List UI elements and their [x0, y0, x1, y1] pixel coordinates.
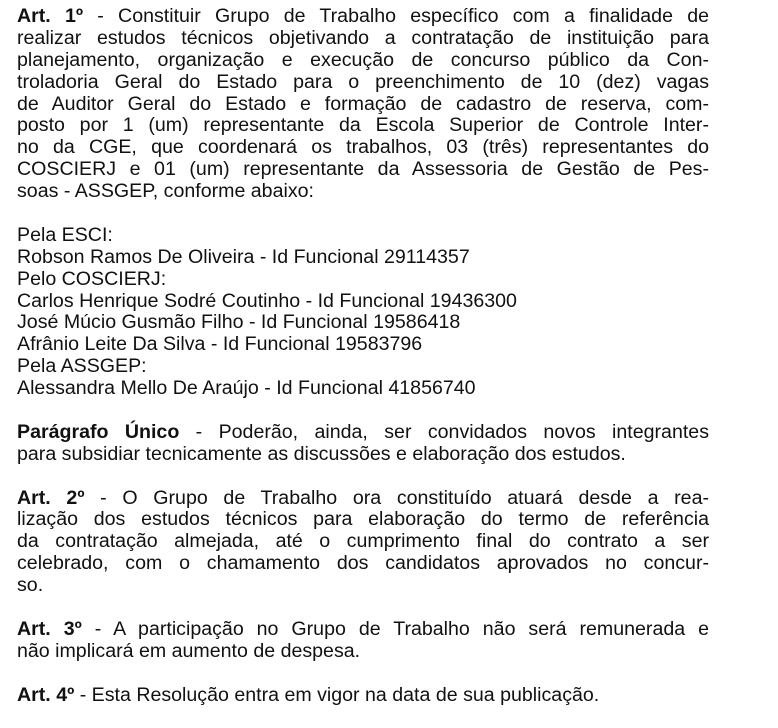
article-4-label: Art. 4º: [17, 683, 75, 706]
member-group-heading: Pelo COSCIERJ:: [17, 267, 167, 290]
article-2-line: celebrado, com o chamamento dos candidatos aprovados no concur-: [17, 552, 709, 575]
paragraph-spacer: [17, 597, 709, 619]
article-2: [17, 488, 709, 597]
paragrafo-unico: [17, 422, 709, 466]
article-1-line: COSCIERJ e 01 (um) representante da Assessoria de Gestão de Pes-: [17, 158, 709, 181]
article-1-line: de Auditor Geral do Estado e formação de cadastro de reserva, com-: [17, 92, 709, 115]
member-entry: Robson Ramos De Oliveira - Id Funcional 29114357: [17, 245, 470, 268]
member-entry: José Múcio Gusmão Filho - Id Funcional 19586418: [17, 311, 461, 334]
article-3-label: Art. 3º: [17, 617, 82, 640]
article-1-line: no da CGE, que coordenará os trabalhos, 03 (três) representantes do: [17, 136, 709, 159]
paragraph-spacer: [17, 203, 709, 225]
article-4: [17, 685, 709, 707]
article-2-label: Art. 2º: [17, 486, 85, 509]
article-1-label: Art. 1º: [17, 5, 84, 27]
article-3-line: não implicará em aumento de despesa.: [17, 639, 361, 662]
member-group-heading: Pela ASSGEP:: [17, 355, 147, 378]
paragraph-spacer: [17, 400, 709, 422]
paragrafo-unico-line: Parágrafo Único - Poderão, ainda, ser convidados novos integrantes: [17, 420, 709, 443]
article-1-line: soas - ASSGEP, conforme abaixo:: [17, 180, 314, 203]
member-entry: Carlos Henrique Sodré Coutinho - Id Funcional 19436300: [17, 289, 517, 312]
article-3-line: Art. 3º - A participação no Grupo de Trabalho não será remunerada e: [17, 617, 709, 640]
article-4-line: Art. 4º - Esta Resolução entra em vigor na data de sua publicação.: [17, 683, 600, 706]
member-group-heading: Pela ESCI:: [17, 223, 113, 246]
article-2-line: Art. 2º - O Grupo de Trabalho ora constituído atuará desde a rea-: [17, 486, 709, 509]
article-3: [17, 619, 709, 663]
member-entry: Afrânio Leite Da Silva - Id Funcional 19583796: [17, 333, 423, 356]
paragraph-spacer: [17, 466, 709, 488]
article-1-line: troladoria Geral do Estado para o preenchimento de 10 (dez) vagas: [17, 70, 709, 93]
article-1-line: Art. 1º - Constituir Grupo de Trabalho específico com a finalidade de: [17, 5, 709, 27]
article-1: [17, 6, 709, 203]
member-entry: Alessandra Mello De Araújo - Id Funcional 41856740: [17, 377, 476, 400]
article-1-line: posto por 1 (um) representante da Escola Superior de Controle Inter-: [17, 114, 709, 137]
article-2-line: lização dos estudos técnicos para elaboração do termo de referência: [17, 508, 709, 531]
article-1-line: realizar estudos técnicos objetivando a contratação de instituição para: [17, 26, 709, 49]
paragraph-spacer: [17, 663, 709, 685]
article-1-line: planejamento, organização e execução de concurso público da Con-: [17, 48, 709, 71]
article-2-line: so.: [17, 574, 44, 597]
paragrafo-unico-label: Parágrafo Único: [17, 420, 180, 443]
members-list: [17, 225, 709, 400]
document-body: [17, 6, 709, 707]
paragrafo-unico-line: para subsidiar tecnicamente as discussões e elaboração dos estudos.: [17, 442, 626, 465]
article-2-line: da contratação almejada, até o cumprimento final do contrato a ser: [17, 530, 709, 553]
